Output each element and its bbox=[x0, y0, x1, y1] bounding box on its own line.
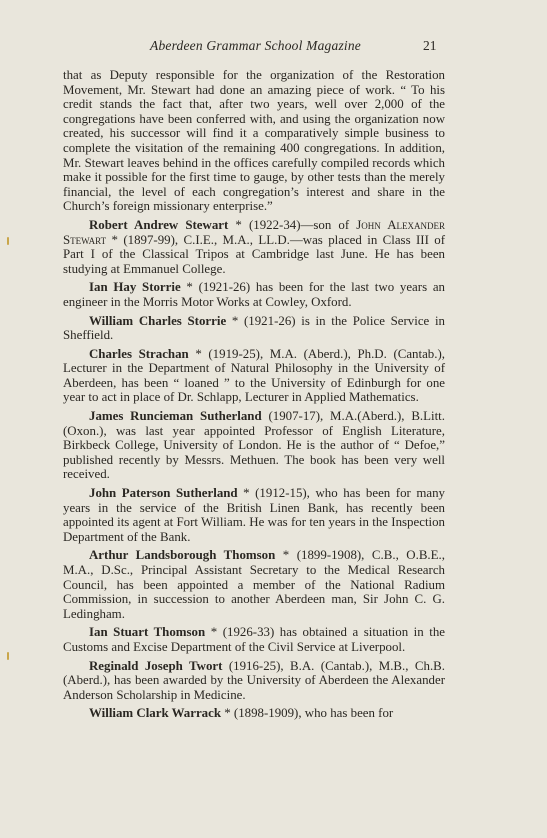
entry-name: William Clark Warrack bbox=[89, 706, 222, 721]
entry-paragraph bbox=[63, 625, 445, 654]
entry-name: Ian Stuart Thomson bbox=[89, 625, 206, 640]
entry-name: Charles Strachan bbox=[89, 346, 189, 361]
entry-text: * (1899-1908), C.B., O.B.E., M.A., D.Sc., Principal Assistant Secretary to the Medical Research Council, has been appointed a member of the National Radium Commission, in succession to another Aberdeen man, Sir John C. G. Ledingham. bbox=[63, 548, 445, 621]
entry-text: * (1922-34)—son of bbox=[228, 217, 357, 232]
entry-paragraph bbox=[63, 409, 445, 482]
entry-paragraph bbox=[63, 486, 445, 544]
entry-name: Ian Hay Storrie bbox=[89, 280, 181, 295]
entry-text: (1916-25), B.A. (Cantab.), M.B., Ch.B.(Aberd.), has been awarded by the University of Aberdeen the Alexander Anderson Scholarship in Medicine. bbox=[63, 658, 445, 702]
entry-name: William Charles Storrie bbox=[89, 313, 227, 328]
intro-paragraph: that as Deputy responsible for the organization of the Restoration Movement, Mr. Stewart had done an amazing piece of work. “ To his credit stands the fact that, after two years, well over 2,000 of the congregations have been conferred with, and using the organization now created, his successor will find it a comparatively simple business to complete the visitation of the remaining 400 congregations. In addition, Mr. Stewart leaves behind in the offices carefully compiled records which make it possible for the first time to gauge, by other tests than the merely financial, the level of each congregation’s interest and share in the Church’s foreign missionary enterprise.” bbox=[63, 68, 445, 214]
article-body bbox=[63, 68, 445, 721]
entry-text: (1907-17), M.A.(Aberd.), B.Litt. (Oxon.), was last year appointed Professor of English Literature, Birkbeck College, University of London. He is the author of “ Defoe,” published recently by Messrs. Methuen. The book has been very well received. bbox=[63, 409, 445, 482]
entry-text: * (1919-25), M.A. (Aberd.), Ph.D. (Cantab.), Lecturer in the Department of Natural Philosophy in the University of Aberdeen, has been “ loaned ” to the University of Edinburgh for one year to act in place of Dr. Schlapp, Lecturer in Applied Mathematics. bbox=[63, 346, 445, 405]
entry-paragraph bbox=[63, 280, 445, 309]
entry-paragraph bbox=[63, 659, 445, 703]
entry-text: * (1897-99), C.I.E., M.A., LL.D.—was placed in Class III of Part I of the Classical Tripos at Cambridge last June. He has been studying at Emmanuel College. bbox=[63, 232, 445, 276]
entry-text: * (1921-26) is in the Police Service in Sheffield. bbox=[63, 313, 445, 343]
entry-text: * (1912-15), who has been for many years in the service of the British Linen Bank, has recently been appointed its agent at Fort William. He was for ten years in the Inspection Department of the Bank. bbox=[63, 486, 445, 544]
entry-name: John Paterson Sutherland bbox=[89, 486, 238, 501]
running-title: Aberdeen Grammar School Magazine bbox=[150, 38, 361, 53]
entry-small-caps-name: John Alexander Stewart bbox=[63, 217, 445, 247]
margin-mark bbox=[7, 237, 9, 245]
entry-name: Reginald Joseph Twort bbox=[89, 658, 223, 673]
entry-name: Robert Andrew Stewart bbox=[89, 217, 229, 232]
entry-paragraph bbox=[63, 314, 445, 343]
entry-text: * (1926-33) has obtained a situation in the Customs and Excise Department of the Civil Service at Liverpool. bbox=[63, 625, 446, 654]
entry-name: James Runcieman Sutherland bbox=[89, 409, 262, 424]
entry-paragraph bbox=[63, 218, 445, 276]
entry-text: * (1898-1909), who has been for bbox=[221, 706, 394, 721]
margin-mark bbox=[7, 652, 9, 660]
entry-paragraph bbox=[63, 706, 445, 721]
entry-name: Arthur Landsborough Thomson bbox=[89, 548, 276, 563]
entry-paragraph bbox=[63, 548, 445, 621]
page-number: 21 bbox=[423, 38, 437, 53]
page-header bbox=[0, 38, 547, 58]
entry-paragraph bbox=[63, 347, 445, 405]
entry-text: * (1921-26) has been for the last two years an engineer in the Morris Motor Works at Cowley, Oxford. bbox=[63, 280, 445, 309]
